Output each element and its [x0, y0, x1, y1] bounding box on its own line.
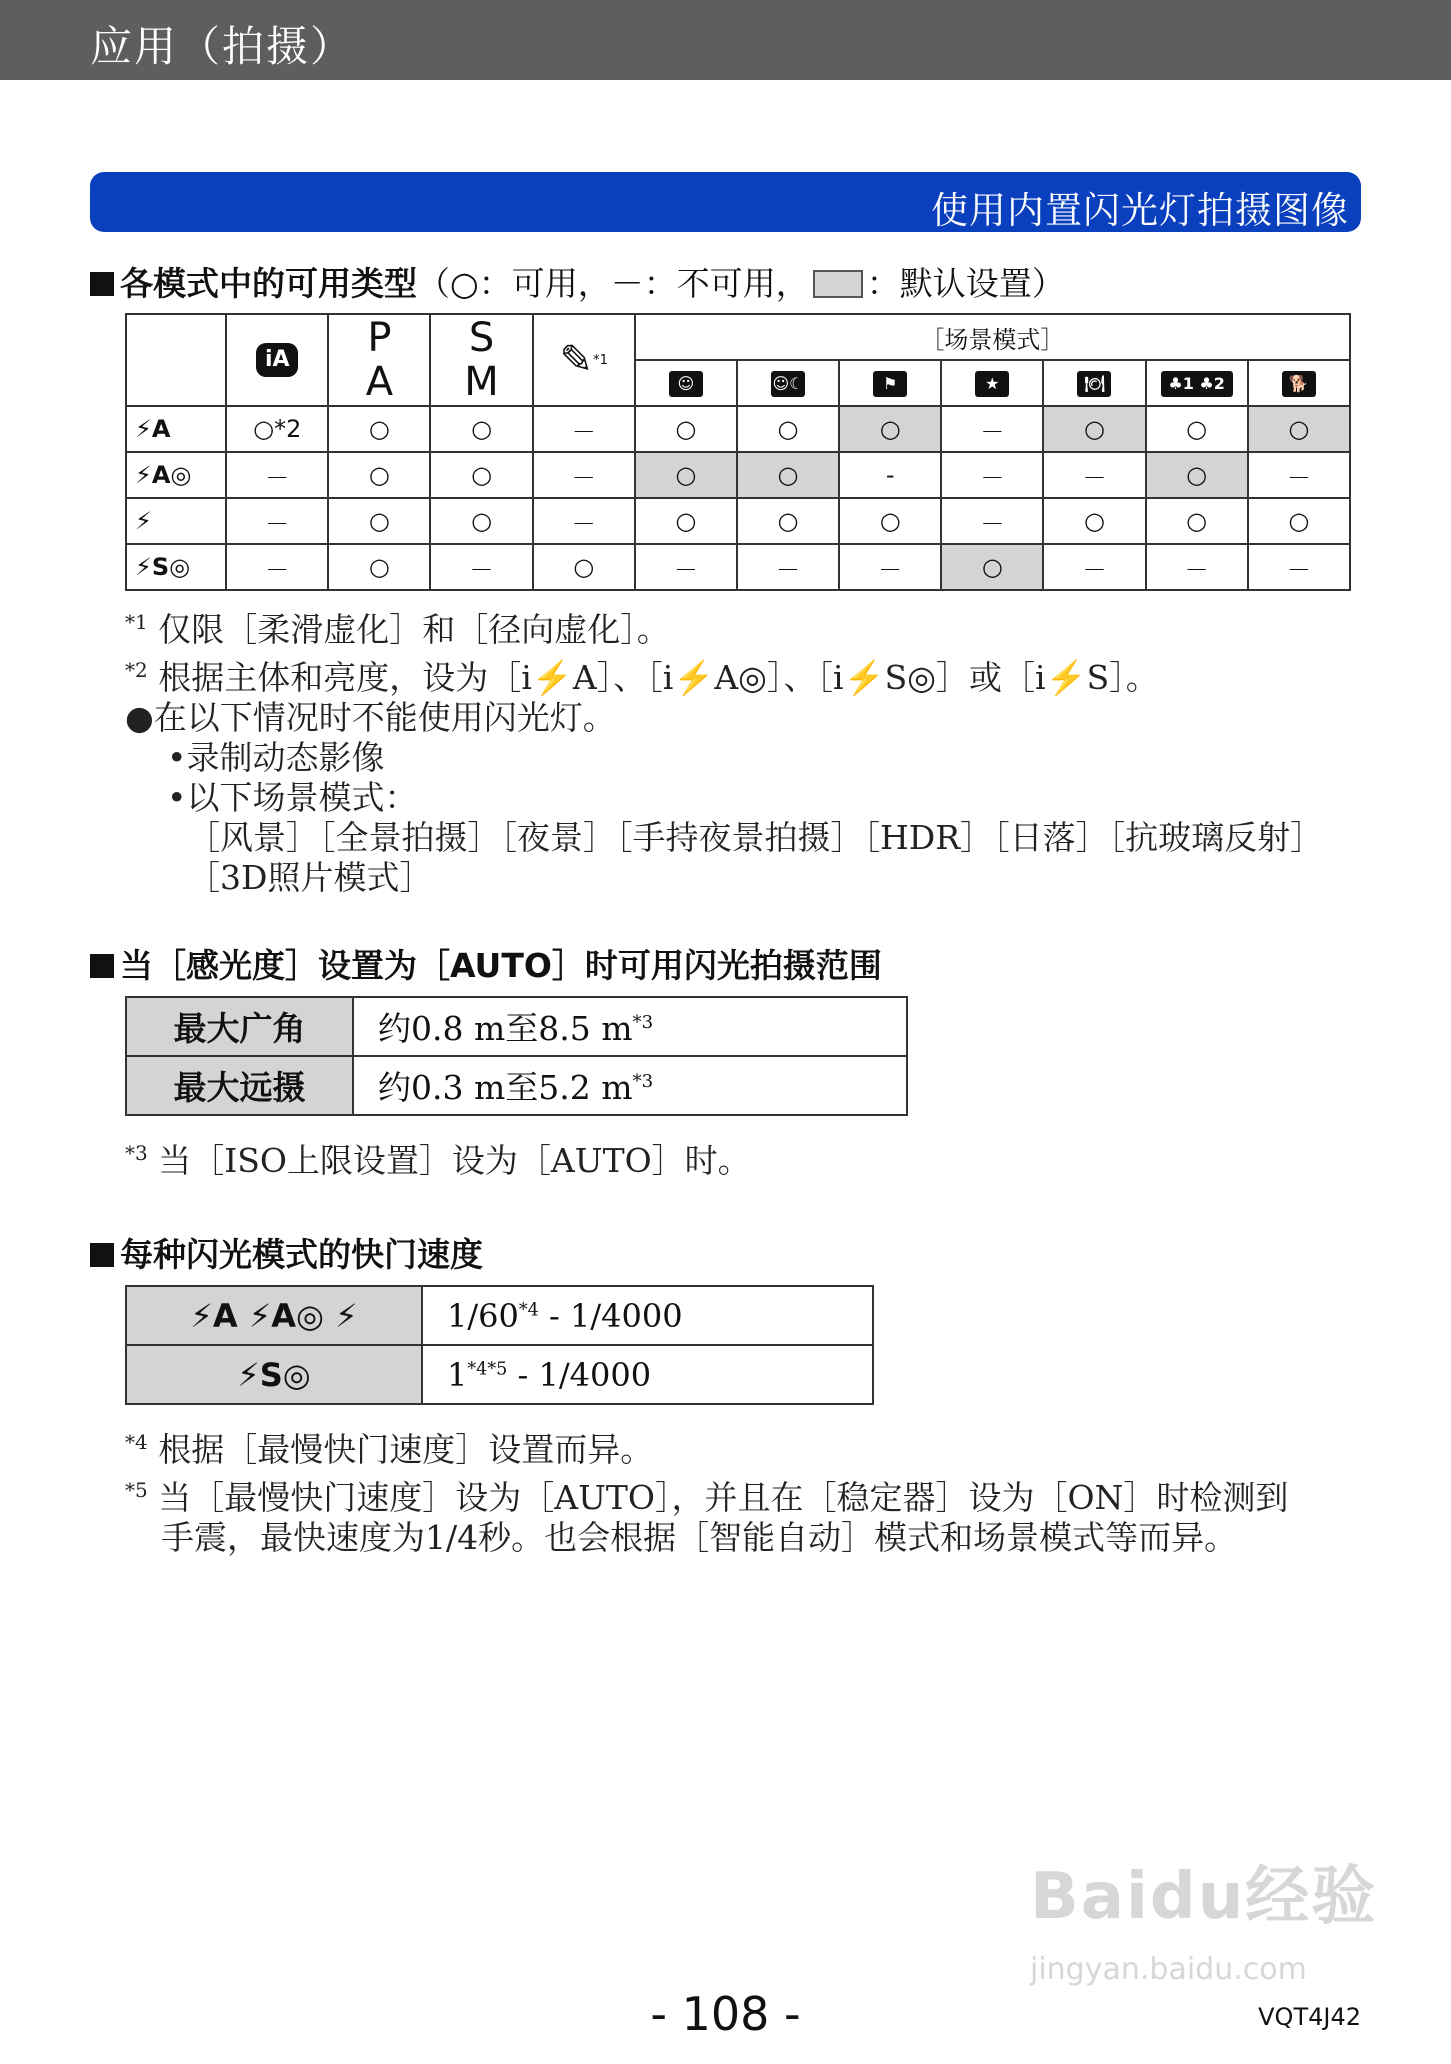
header-title: 应用（拍摄） [90, 22, 355, 71]
section-title-bar [90, 172, 1361, 232]
shutter-speed-table [125, 1285, 874, 1405]
scene-col-baby [1146, 360, 1248, 406]
table-row: ⚡A ○*2 ○ ○ － ○ ○ ○ － ○ ○ ○ [126, 406, 1350, 452]
footnote-3: $^{*3}$ 当［ISO上限设置］设为［AUTO］时。 [125, 1141, 751, 1180]
bullet-no-flash: ●在以下情况时不能使用闪光灯。 [125, 698, 616, 737]
scene-night-portrait-icon: ☺☾ [771, 371, 805, 397]
scene-mode-list-line-1: ［风景］［全景拍摄］［夜景］［手持夜景拍摄］［HDR］［日落］［抗玻璃反射］ [187, 818, 1324, 857]
table-row: ⚡A◎ － ○ ○ － ○ ○ - － － ○ － [126, 452, 1350, 498]
scene-mode-header: ［场景模式］ [635, 314, 1350, 360]
baidu-watermark: Baidu经验 [1030, 1860, 1378, 1934]
bullet-item-motion-picture: •录制动态影像 [167, 738, 385, 777]
square-bullet-icon [90, 1243, 114, 1267]
flash-auto-icon: ⚡A [126, 406, 226, 452]
scene-sports-icon: ⚑ [873, 371, 907, 397]
notes-block-1 [125, 602, 1323, 898]
flash-slow-sync-redeye-icon: ⚡S◎ [126, 544, 226, 590]
scene-mode-list-line-2: ［3D照片模式］ [187, 858, 433, 897]
scene-portrait-icon: ☺ [669, 371, 703, 397]
notes-block-3 [125, 1422, 1288, 1558]
flash-forced-on-icon: ⚡ [126, 498, 226, 544]
default-setting-swatch-icon [813, 270, 863, 298]
notes-block-2 [125, 1133, 751, 1181]
scene-col-food [1043, 360, 1145, 406]
footnote-2: $^{*2}$ 根据主体和亮度，设为［i⚡A］、［i⚡A◎］、［i⚡S◎］或［i⚡S］。 [125, 658, 1159, 697]
table-row: ⚡A ⚡A◎ ⚡ 1/60$^{*4}$ - 1/4000 [126, 1286, 873, 1345]
bullet-item-scene-modes: •以下场景模式： [167, 778, 418, 817]
scene-col-portrait [635, 360, 737, 406]
table-row: ⚡S◎ $1^{*4*5} - 1/4000$ [126, 1345, 873, 1404]
mode-availability-table [125, 313, 1351, 591]
square-bullet-icon [90, 954, 114, 978]
heading-shutter-speed: 每种闪光模式的快门速度 [90, 1229, 483, 1276]
heading-flash-range: 当［感光度］设置为［AUTO］时可用闪光拍摄范围 [90, 940, 882, 987]
col-intelligent-auto [226, 314, 328, 406]
flash-modes-icons: ⚡A ⚡A◎ ⚡ [126, 1286, 422, 1345]
heading-mode-availability: 各模式中的可用类型（○：可用，－：不可用， ：默认设置） [90, 258, 1065, 305]
top-header-bar [0, 0, 1451, 80]
scene-starry-sky-icon: ★ [975, 371, 1009, 397]
scene-col-night-portrait [737, 360, 839, 406]
scene-baby-icon: ♣1 ♣2 [1161, 371, 1233, 397]
baidu-watermark-url: jingyan.baidu.com [1030, 1952, 1307, 1987]
scene-col-starry-sky [941, 360, 1043, 406]
square-bullet-icon [90, 272, 114, 296]
col-s-m: S M [430, 314, 532, 406]
flash-slow-sync-icon: ⚡S◎ [126, 1345, 422, 1404]
scene-food-icon: 🍽 [1077, 371, 1111, 397]
col-creative-control: ✎$^{*1}$ [533, 314, 635, 406]
scene-pet-icon: 🐕 [1282, 371, 1316, 397]
creative-control-icon: ✎ [559, 337, 593, 383]
scene-col-sports [839, 360, 941, 406]
flash-auto-redeye-icon: ⚡A◎ [126, 452, 226, 498]
page-number: - 108 - [650, 1987, 801, 2041]
footnote-4: $^{*4}$ 根据［最慢快门速度］设置而异。 [125, 1430, 654, 1469]
footnote-5: $^{*5}$ 当［最慢快门速度］设为［AUTO］，并且在［稳定器］设为［ON］时检测到 [125, 1478, 1289, 1517]
footnote-5-continued: 手震，最快速度为1/4秒。也会根据［智能自动］模式和场景模式等而异。 [161, 1518, 1238, 1557]
footnote-1: $^{*1}$ 仅限［柔滑虚化］和［径向虚化］。 [125, 610, 670, 649]
table-corner [126, 314, 226, 406]
scene-col-pet [1248, 360, 1350, 406]
table-row: ⚡ － ○ ○ － ○ ○ ○ － ○ ○ ○ [126, 498, 1350, 544]
table-row: 最大远摄 约0.3 m至5.2 $m^{*3}$ [126, 1056, 907, 1115]
document-code: VQT4J42 [1258, 2003, 1361, 2031]
col-p-a: P A [328, 314, 430, 406]
intelligent-auto-icon: iA [256, 343, 298, 377]
flash-range-table [125, 996, 908, 1116]
table-row: 最大广角 约0.8 m至8.5 $m^{*3}$ [126, 997, 907, 1056]
section-title: 使用内置闪光灯拍摄图像 [931, 189, 1349, 232]
table-row: ⚡S◎ － ○ － ○ － － － ○ － － － [126, 544, 1350, 590]
